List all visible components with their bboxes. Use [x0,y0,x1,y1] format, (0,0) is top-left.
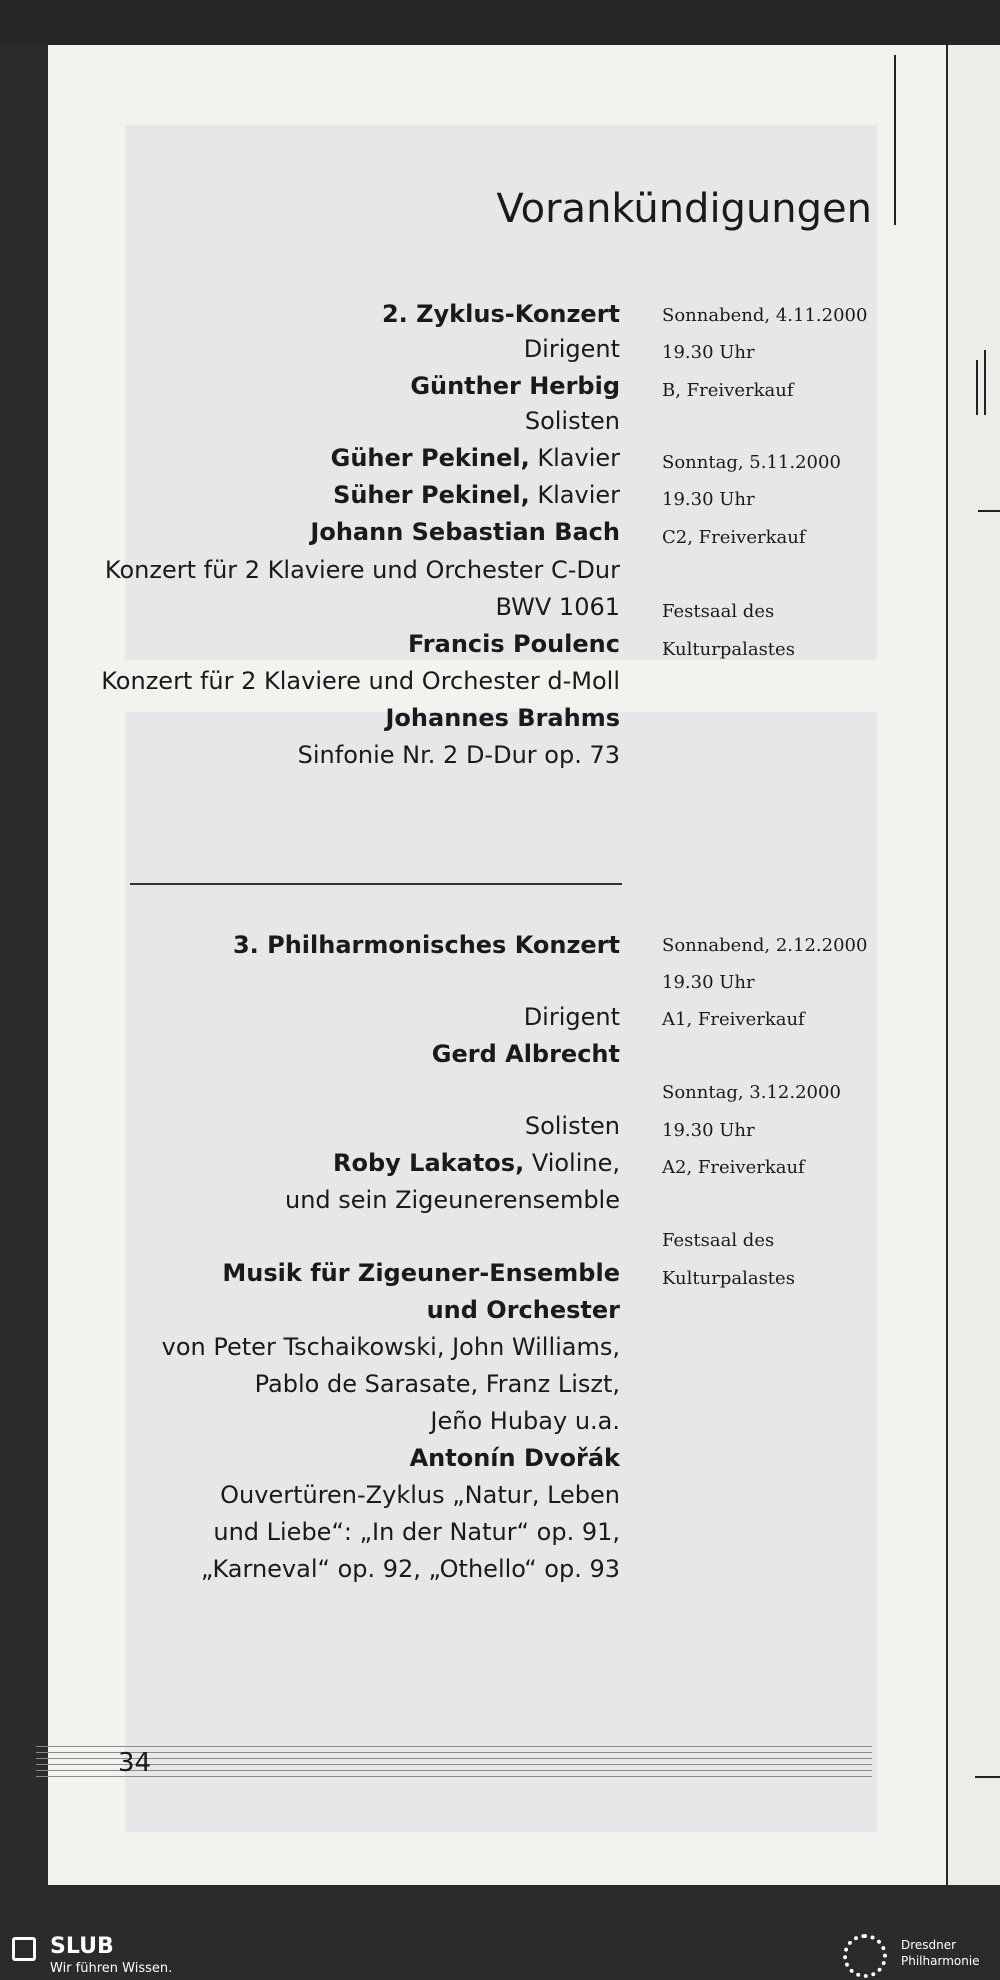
date-info-line: 19.30 Uhr [662,1120,755,1141]
soloist-instrument: Klavier [529,481,620,509]
soloist-instrument: Klavier [529,444,620,472]
margin-rule [894,55,896,225]
program-line: Konzert für 2 Klaviere und Orchester C-Dur [104,556,620,584]
program-line: und Liebe“: „In der Natur“ op. 91, [213,1518,620,1546]
program-line: „Karneval“ op. 92, „Othello“ op. 93 [200,1555,620,1583]
staff-line [36,1758,872,1759]
next-page-edge [948,45,1000,1885]
section-divider [130,883,622,885]
partner-line-2: Philharmonie [901,1954,980,1968]
program-line: Konzert für 2 Klaviere und Orchester d-Moll [101,667,620,695]
edge-mark [976,360,978,415]
program-line: Jeño Hubay u.a. [430,1407,620,1435]
date-info-line: Kulturpalastes [662,1268,795,1289]
date-info-line: 19.30 Uhr [662,972,755,993]
soloist-name: Süher Pekinel, [333,481,530,509]
program-heading: Musik für Zigeuner-Ensemble [222,1259,620,1287]
edge-mark [975,1776,1000,1778]
program-heading: 2. Zyklus-Konzert [381,300,620,328]
program-line: Dirigent [523,335,620,363]
program-line: Dirigent [523,1003,620,1031]
date-info-line: Sonntag, 5.11.2000 [662,452,841,473]
soloist-line [331,444,620,472]
program-heading: Johannes Brahms [385,704,620,732]
program-heading: und Orchester [426,1296,620,1324]
staff-line [36,1770,872,1771]
program-line: BWV 1061 [495,593,620,621]
staff-line [36,1776,872,1777]
date-info-line: Festsaal des [662,1230,775,1251]
date-info-line: A2, Freiverkauf [662,1157,805,1178]
page-number: 34 [118,1748,152,1778]
scan-background-top [0,0,1000,45]
staff-line [36,1764,872,1765]
soloist-name: Güher Pekinel, [330,444,530,472]
date-info-line: Kulturpalastes [662,639,795,660]
date-info-line: B, Freiverkauf [662,380,794,401]
program-heading: Johann Sebastian Bach [310,518,620,546]
philharmonie-logo-icon [843,1934,887,1978]
date-info-line: 19.30 Uhr [662,489,755,510]
program-heading: Francis Poulenc [407,630,620,658]
program-heading: Gerd Albrecht [431,1040,620,1068]
soloist-line [333,1149,620,1177]
program-line: Solisten [524,1112,620,1140]
date-info-line: 19.30 Uhr [662,342,755,363]
slub-logo-icon [12,1937,36,1961]
edge-mark [978,510,1000,512]
date-info-line: C2, Freiverkauf [662,527,806,548]
program-heading: Antonín Dvořák [409,1444,620,1472]
soloist-instrument: Violine, [524,1149,620,1177]
program-heading: Günther Herbig [410,372,620,400]
program-line: Ouvertüren-Zyklus „Natur, Leben [220,1481,620,1509]
partner-name [901,1937,980,1969]
date-info-line: Sonntag, 3.12.2000 [662,1082,841,1103]
soloist-line [333,481,620,509]
date-info-line: Sonnabend, 2.12.2000 [662,935,868,956]
partner-line-1: Dresdner [901,1938,957,1952]
program-heading: 3. Philharmonisches Konzert [232,931,620,959]
date-info-line: A1, Freiverkauf [662,1009,805,1030]
program-line: Pablo de Sarasate, Franz Liszt, [254,1370,620,1398]
library-tagline: Wir führen Wissen. [50,1961,173,1976]
program-line: Solisten [524,407,620,435]
date-info-line: Festsaal des [662,601,775,622]
program-line: Sinfonie Nr. 2 D-Dur op. 73 [297,741,620,769]
soloist-name: Roby Lakatos, [333,1149,525,1177]
edge-mark [984,350,986,415]
date-info-line: Sonnabend, 4.11.2000 [662,305,868,326]
staff-line [36,1752,872,1753]
program-line: und sein Zigeunerensemble [285,1186,620,1214]
staff-line [36,1746,872,1747]
program-line: von Peter Tschaikowski, John Williams, [161,1333,620,1361]
page-title: Vorankündigungen [496,186,872,232]
library-name: SLUB [50,1934,114,1959]
